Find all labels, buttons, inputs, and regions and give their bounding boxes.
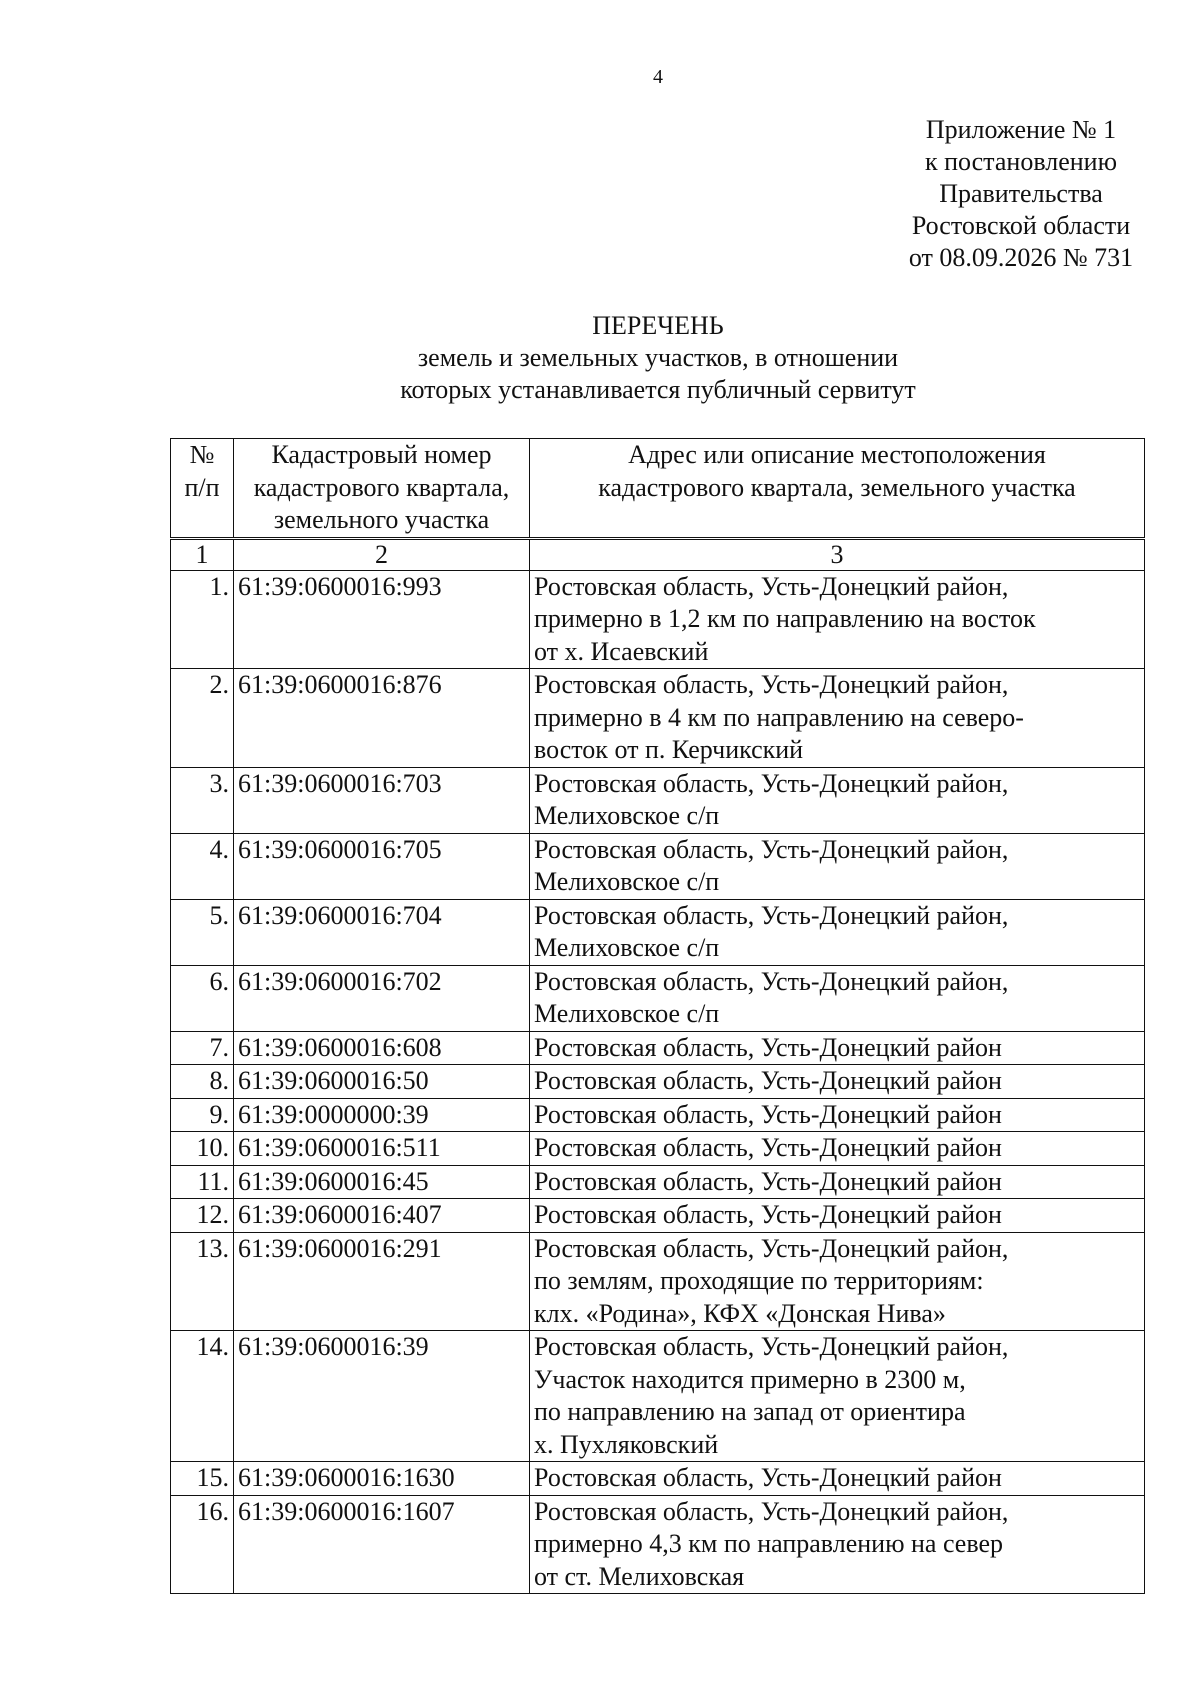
table-row <box>171 1232 1145 1331</box>
address-line: Ростовская область, Усть-Донецкий район <box>534 1463 1002 1492</box>
table-row <box>171 1065 1145 1099</box>
address-line: Ростовская область, Усть-Донецкий район, <box>534 1332 1009 1361</box>
address-line: по землям, проходящие по территориям: <box>534 1266 984 1295</box>
cadastral-number: 61:39:0600016:39 <box>234 1331 530 1462</box>
address-line: Ростовская область, Усть-Донецкий район, <box>534 1233 1009 1263</box>
address-line: Ростовская область, Усть-Донецкий район <box>534 1166 1002 1196</box>
cadastral-number: 61:39:0600016:1607 <box>234 1495 530 1594</box>
row-number: 15. <box>171 1462 234 1496</box>
address-description <box>530 669 1145 768</box>
column-number: 3 <box>530 538 1145 570</box>
table-row <box>171 1098 1145 1132</box>
cadastral-number: 61:39:0600016:876 <box>234 669 530 768</box>
header-number-line: № <box>189 440 215 469</box>
table-row <box>171 1132 1145 1166</box>
table-row <box>171 1031 1145 1065</box>
address-line: Ростовская область, Усть-Донецкий район, <box>534 834 1009 864</box>
appendix-line: Ростовской области <box>911 211 1131 240</box>
address-line: Ростовская область, Усть-Донецкий район, <box>534 768 1009 798</box>
address-line: Ростовская область, Усть-Донецкий район, <box>534 900 1009 930</box>
address-line: примерно 4,3 км по направлению на север <box>534 1529 1004 1558</box>
table-row <box>171 899 1145 965</box>
table-row <box>171 1199 1145 1233</box>
column-number: 2 <box>234 538 530 570</box>
address-line: Ростовская область, Усть-Донецкий район, <box>534 571 1009 601</box>
address-description <box>530 1098 1145 1132</box>
address-description <box>530 1165 1145 1199</box>
table-row <box>171 1462 1145 1496</box>
address-line: Ростовская область, Усть-Донецкий район <box>534 1066 1002 1095</box>
header-cadastral-line: Кадастровый номер <box>271 440 492 469</box>
page-number: 4 <box>653 66 663 88</box>
document-subtitle-line-2: которых устанавливается публичный сервитут <box>400 375 916 404</box>
row-number: 4. <box>171 833 234 899</box>
address-line: Ростовская область, Усть-Донецкий район <box>534 1099 1002 1129</box>
row-number: 13. <box>171 1232 234 1331</box>
cadastral-number: 61:39:0600016:511 <box>234 1132 530 1166</box>
address-description <box>530 899 1145 965</box>
address-line: Ростовская область, Усть-Донецкий район <box>534 1133 1002 1162</box>
address-description <box>530 570 1145 669</box>
header-number <box>171 439 234 539</box>
row-number: 9. <box>171 1098 234 1132</box>
address-line: от х. Исаевский <box>534 636 709 666</box>
table-row <box>171 767 1145 833</box>
cadastral-number: 61:39:0600016:703 <box>234 767 530 833</box>
address-description <box>530 833 1145 899</box>
row-number: 14. <box>171 1331 234 1462</box>
appendix-line: к постановлению <box>924 147 1118 176</box>
cadastral-number: 61:39:0600016:705 <box>234 833 530 899</box>
land-plots-table <box>170 438 1145 1594</box>
header-cadastral-line: кадастрового квартала, <box>253 472 510 502</box>
address-line: примерно в 1,2 км по направлению на восток <box>534 604 1036 633</box>
cadastral-number: 61:39:0600016:291 <box>234 1232 530 1331</box>
header-address-line: Адрес или описание местоположения <box>628 440 1046 469</box>
header-address-line: кадастрового квартала, земельного участка <box>598 472 1076 502</box>
address-line: от ст. Мелиховская <box>534 1561 745 1591</box>
cadastral-number: 61:39:0000000:39 <box>234 1098 530 1132</box>
address-line: Ростовская область, Усть-Донецкий район <box>534 1200 1002 1229</box>
appendix-line: от 08.09.2026 № 731 <box>908 243 1134 272</box>
column-number: 1 <box>171 538 234 570</box>
table-row <box>171 1165 1145 1199</box>
row-number: 3. <box>171 767 234 833</box>
table-row <box>171 833 1145 899</box>
table-row <box>171 1331 1145 1462</box>
address-description <box>530 965 1145 1031</box>
address-description <box>530 767 1145 833</box>
address-line: Ростовская область, Усть-Донецкий район, <box>534 1496 1009 1526</box>
column-number-row <box>171 538 1145 570</box>
row-number: 2. <box>171 669 234 768</box>
address-description <box>530 1199 1145 1233</box>
row-number: 5. <box>171 899 234 965</box>
address-line: Мелиховское с/п <box>534 999 720 1028</box>
cadastral-number: 61:39:0600016:993 <box>234 570 530 669</box>
table-header-row <box>171 439 1145 539</box>
appendix-line: Правительства <box>939 179 1103 208</box>
address-line: Ростовская область, Усть-Донецкий район, <box>534 670 1009 699</box>
address-line: х. Пухляковский <box>534 1429 719 1459</box>
header-cadastral-line: земельного участка <box>273 505 490 534</box>
row-number: 12. <box>171 1199 234 1233</box>
cadastral-number: 61:39:0600016:608 <box>234 1031 530 1065</box>
appendix-block <box>800 114 1200 274</box>
row-number: 11. <box>171 1165 234 1199</box>
address-description <box>530 1462 1145 1496</box>
address-line: Мелиховское с/п <box>534 867 720 896</box>
address-line: восток от п. Керчикский <box>534 735 804 764</box>
cadastral-number: 61:39:0600016:1630 <box>234 1462 530 1496</box>
address-description <box>530 1331 1145 1462</box>
cadastral-number: 61:39:0600016:407 <box>234 1199 530 1233</box>
address-line: клх. «Родина», КФХ «Донская Нива» <box>534 1298 946 1328</box>
address-description <box>530 1132 1145 1166</box>
address-line: Ростовская область, Усть-Донецкий район <box>534 1032 1002 1062</box>
row-number: 1. <box>171 570 234 669</box>
address-description <box>530 1232 1145 1331</box>
row-number: 16. <box>171 1495 234 1594</box>
table-body <box>171 570 1145 1594</box>
header-cadastral-number <box>234 439 530 539</box>
row-number: 8. <box>171 1065 234 1099</box>
table-row <box>171 570 1145 669</box>
address-line: Ростовская область, Усть-Донецкий район, <box>534 966 1009 996</box>
row-number: 7. <box>171 1031 234 1065</box>
row-number: 10. <box>171 1132 234 1166</box>
table-row <box>171 1495 1145 1594</box>
cadastral-number: 61:39:0600016:704 <box>234 899 530 965</box>
document-title-block <box>0 310 1200 406</box>
row-number: 6. <box>171 965 234 1031</box>
cadastral-number: 61:39:0600016:50 <box>234 1065 530 1099</box>
address-line: по направлению на запад от ориентира <box>534 1397 966 1426</box>
header-address <box>530 439 1145 539</box>
address-line: примерно в 4 км по направлению на северо- <box>534 702 1024 732</box>
address-description <box>530 1495 1145 1594</box>
document-subtitle-line-1: земель и земельных участков, в отношении <box>417 343 899 372</box>
address-line: Мелиховское с/п <box>534 801 720 830</box>
address-description <box>530 1065 1145 1099</box>
header-number-line: п/п <box>184 472 220 502</box>
table-row <box>171 669 1145 768</box>
cadastral-number: 61:39:0600016:702 <box>234 965 530 1031</box>
address-line: Мелиховское с/п <box>534 933 720 962</box>
document-title: ПЕРЕЧЕНЬ <box>592 311 724 340</box>
table-row <box>171 965 1145 1031</box>
appendix-line: Приложение № 1 <box>925 115 1117 144</box>
cadastral-number: 61:39:0600016:45 <box>234 1165 530 1199</box>
address-description <box>530 1031 1145 1065</box>
address-line: Участок находится примерно в 2300 м, <box>534 1364 966 1394</box>
